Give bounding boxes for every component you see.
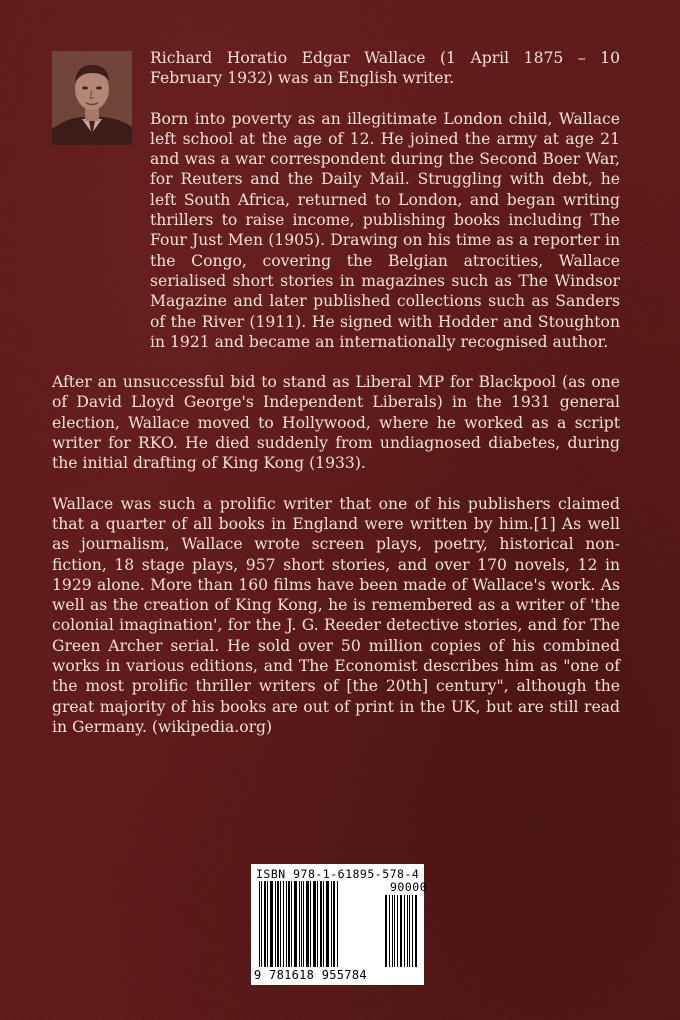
barcode-bar bbox=[333, 881, 335, 967]
addon-bar bbox=[400, 895, 402, 967]
author-biography bbox=[52, 48, 620, 757]
barcode-bar bbox=[261, 881, 262, 967]
barcode-bar bbox=[313, 881, 316, 967]
bio-paragraph: After an unsuccessful bid to stand as Liberal MP for Blackpool (as one of David Lloyd George's Independent Liberals) in the 1931 general election, Wallace moved to Hollywood, where he worked as a script writer for RKO. He died suddenly from undiagnosed diabetes, during the initial drafting of King Kong (1933). bbox=[52, 373, 620, 473]
barcode-bar bbox=[303, 881, 304, 967]
barcode-bar bbox=[306, 881, 309, 967]
barcode-bar bbox=[277, 881, 279, 967]
barcode-bar bbox=[275, 881, 276, 967]
barcode-bar bbox=[310, 881, 311, 967]
addon-bar bbox=[415, 895, 417, 967]
barcode-bar bbox=[286, 881, 287, 967]
addon-bar bbox=[394, 895, 395, 967]
barcode-bar bbox=[323, 881, 324, 967]
isbn-label: ISBN 978-1-61895-578-4 bbox=[256, 867, 420, 881]
barcode-bar bbox=[299, 881, 300, 967]
addon-bar bbox=[397, 895, 398, 967]
isbn-barcode bbox=[251, 864, 428, 985]
barcode-bar bbox=[294, 881, 297, 967]
addon-bar bbox=[389, 895, 390, 967]
barcode-bar bbox=[264, 881, 266, 967]
barcode-bar bbox=[267, 881, 268, 967]
barcode-bar bbox=[291, 881, 292, 967]
addon-bar bbox=[392, 895, 393, 967]
bio-paragraph: Wallace was such a prolific writer that one of his publishers claimed that a quarter of all books in England were written by him.[1] As well as journalism, Wallace wrote screen plays, poetry, historical non-fiction, 18 stage plays, 957 short stories, and over 170 novels, 12 in 1929 alone. More than 160 films have been made of Wallace's work. As well as the creation of King Kong, he is remembered as a writer of 'the colonial imagination', for the J. G. Reeder detective stories, and for The Green Archer serial. He sold over 50 million copies of his combined works in various editions, and The Economist describes him as "one of the most prolific thriller writers of [the 20th] century", although the great majority of his books are out of print in the UK, but are still read in Germany. (wikipedia.org) bbox=[52, 494, 620, 736]
barcode-bar bbox=[270, 881, 273, 967]
barcode-bar bbox=[283, 881, 284, 967]
bio-intro: Richard Horatio Edgar Wallace (1 April 1875 – 10 February 1932) was an English writer. bbox=[150, 49, 620, 88]
barcode-bar bbox=[326, 881, 329, 967]
addon-bar bbox=[385, 895, 387, 967]
barcode-bar bbox=[301, 881, 302, 967]
ean-bars bbox=[259, 881, 383, 969]
barcode-bar bbox=[337, 881, 338, 967]
barcode-bar bbox=[317, 881, 318, 967]
addon-bar bbox=[404, 895, 405, 967]
addon-bar bbox=[407, 895, 408, 967]
bio-paragraph: Born into poverty as an illegitimate London child, Wallace left school at the age of 12. He joined the army at age 21 and was a war correspondent during the Second Boer War, for Reuters and the Daily Mail. Struggling with debt, he left South Africa, returned to London, and began writing thrillers to raise income, publishing books including The Four Just Men (1905). Drawing on his time as a reporter in the Congo, covering the Belgian atrocities, Wallace serialised short stories in magazines such as The Windsor Magazine and later published collections such as Sanders of the River (1911). He signed with Hodder and Stoughton in 1921 and became an internationally recognised author. bbox=[150, 109, 620, 351]
price-code: 90000 bbox=[390, 880, 428, 894]
barcode-bar bbox=[259, 881, 260, 967]
addon-bars bbox=[385, 895, 419, 969]
barcode-bar bbox=[320, 881, 322, 967]
barcode-bar bbox=[288, 881, 290, 967]
barcode-bar bbox=[280, 881, 281, 967]
barcode-bar bbox=[331, 881, 332, 967]
addon-bar bbox=[409, 895, 410, 967]
addon-bar bbox=[412, 895, 413, 967]
ean-digits: 9 781618 955784 bbox=[254, 968, 367, 982]
